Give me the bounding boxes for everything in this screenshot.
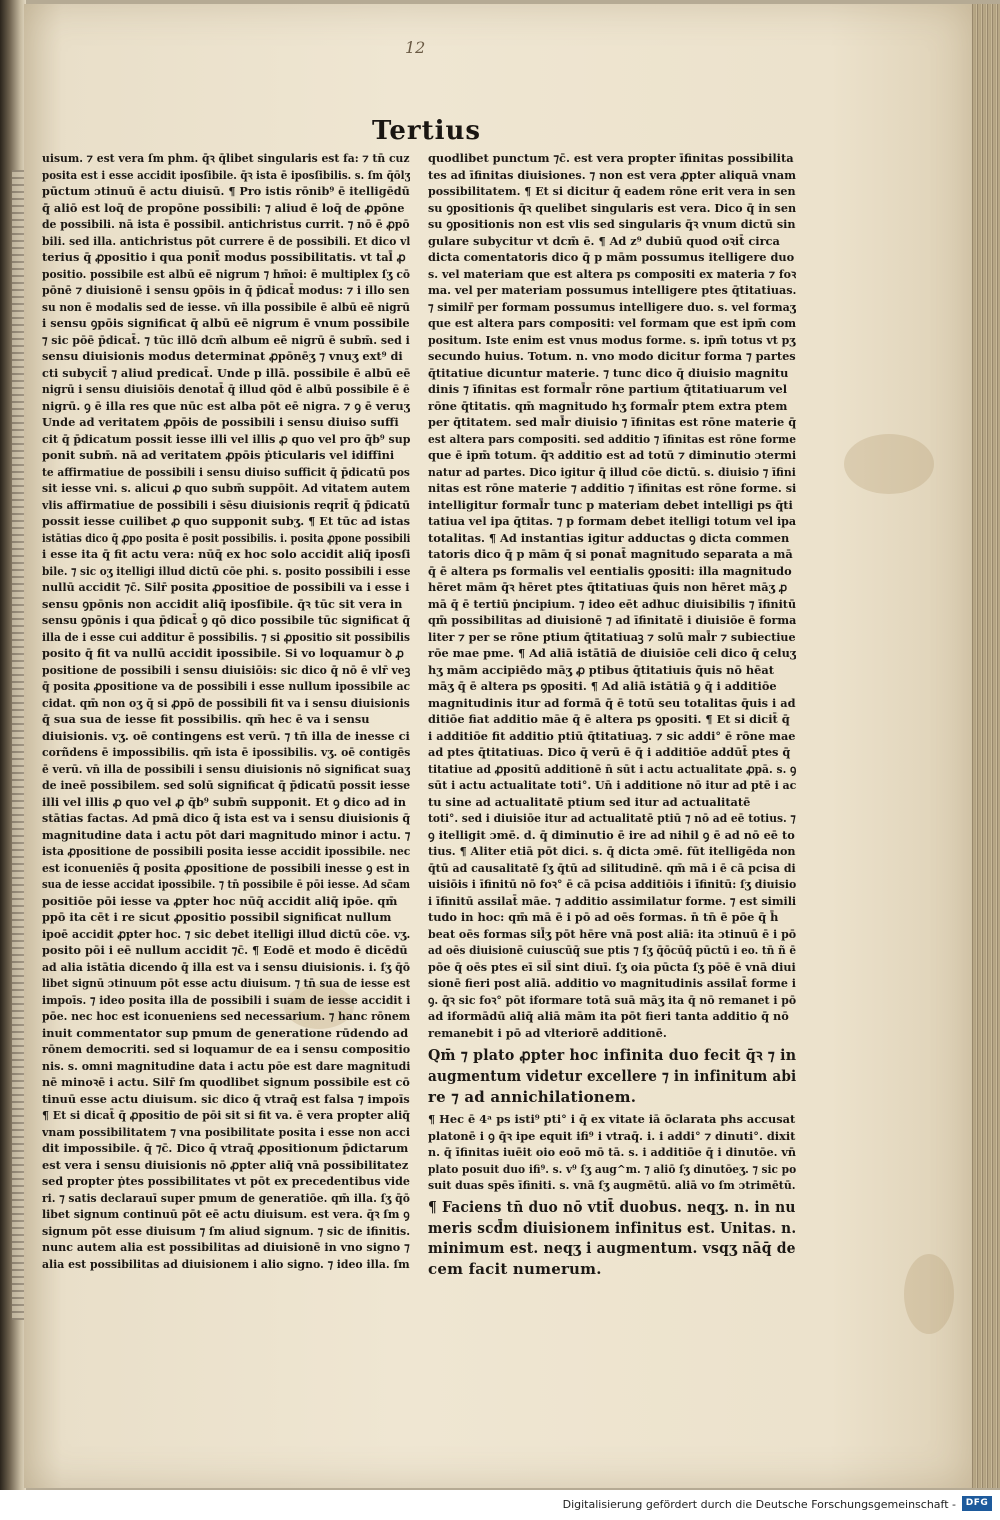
text-line: illi vel illis ꝓ quo vel ꝓ q̄b⁹ subm̄ supponit. Et ꝯ dico ad in [42, 794, 407, 809]
text-line: i īfinitū assilat̄ māe. ⁊ additio assimilatur forme. ⁊ est simili [428, 893, 796, 908]
text-line: ista ꝓpositione de possibili posita iesse accidit ipossibile. nec [42, 844, 410, 858]
text-line: ditiōe fiat additio māe q̄ ē altera ps ꝯpositi. ¶ Et si dicit̄ q̄ [428, 712, 790, 726]
paper-stain [904, 1254, 954, 1334]
paper-stain [844, 434, 934, 494]
dfg-logo: DFG [962, 1496, 992, 1511]
text-line: est altera pars compositi. sed additio ⁊ īfinitas est rōne forme [428, 431, 796, 446]
text-line: suit duas spēs īfiniti. s. vnā ſʒ augmētū. aliā vo ſm ɔtrimētū. [428, 1178, 796, 1193]
text-line: est iconueniēs q̄ posita ꝓpositione de possibili inesse ꝯ est in [42, 860, 410, 875]
text-line: diuisionis. vʒ. oē contingens est verū. ⁊ tn̄ illa de inesse ci [42, 728, 410, 743]
footer-credit: Digitalisierung gefördert durch die Deutsche Forschungsgemeinschaft - [562, 1498, 956, 1511]
text-line: libet signū ɔtinuum pōt esse actu diuisum. ⁊ tn̄ sua de iesse est [42, 976, 410, 990]
text-line: sensu diuisionis modus determinat ꝓpōnēʒ ⁊ vnuʒ ext⁹ di [42, 349, 403, 363]
text-line: ad oēs diuisionē cuiuscūq̄ sue ptis ⁊ ſʒ q̄ōcūq̄ pūctū i eo. tn̄ ñ ē [428, 943, 796, 957]
text-line: ¶ Et si dicat̄ q̄ ꝓpositio de pōi sit si fit va. ē vera propter aliq̄ [42, 1108, 410, 1122]
text-line: istātias dico q̄ ꝓpo posita ē posit possibilis. i. posita ꝓpone possibili [42, 530, 410, 545]
text-line: liter ⁊ per se rōne ptium q̄titatiuaꝫ ⁊ solū mal̄r ⁊ subiectiue [428, 629, 796, 644]
text-line: nigrū i sensu diuisiōis denotat̄ q̄ illud qōd ē albū possibile ē ē [42, 382, 410, 396]
text-line: bili. sed illa. antichristus pōt currere ē de possibili. Et dico vl [42, 233, 410, 248]
folio-mark: 12 [405, 38, 426, 57]
text-line: gulare subycitur vt dcm̄ ē. ¶ Ad z⁹ dubiū quod oꝛit̄ circa [428, 233, 780, 248]
text-line-large: Qm̄ ⁊ plato ꝓpter hoc infinita duo fecit q̄ꝛ ⁊ in [428, 1046, 796, 1064]
text-line: remanebit i pō ad vlteriorē additionē. [428, 1025, 667, 1040]
text-line: quodlibet punctum ⁊c̄. est vera propter īfinitas possibilita [428, 151, 794, 165]
text-line: possit iesse cuilibet ꝓ quo supponit subʒ. ¶ Et tūc ad istas [42, 514, 410, 528]
text-line: pūctum ɔtinuū ē actu diuisū. ¶ Pro istis rōnib⁹ ē itelligēdū [42, 184, 410, 198]
text-line: sed propter ṗtes possibilitates vt pōt ex precedentibus vide [42, 1174, 410, 1188]
text-line-large: minimum est. neqʒ i augmentum. vsqʒ nāq̄ de [428, 1239, 796, 1258]
text-line: tatoris dico q̄ p mām q̄ si ponat̄ magnitudo separata a mā [428, 547, 793, 561]
text-line: pōe. nec hoc est iconueniens sed necessarium. ⁊ hanc rōnem [42, 1009, 410, 1023]
text-line: i additiōe fit additio ptiū q̄titatiuaꝫ. ⁊ sic addi° ē rōne mae [428, 728, 796, 743]
text-line: ⁊ sic pōē p̄dicat̄. ⁊ tūc illō dcm̄ album eē nigrū ē subm̄. sed i [42, 332, 410, 347]
text-line: q̄tū ad causalitatē ſʒ q̄tū ad silitudinē. qm̄ mā i ē cā pcisa di [428, 860, 796, 875]
text-line: nunc autem alia est possibilitas ad diuisionē in vno signo ⁊ [42, 1240, 410, 1254]
text-line: i sensu ꝯpōis significat q̄ albū eē nigrum ē vnum possibile [42, 316, 410, 330]
text-line: positiōe pōi iesse va ꝓpter hoc nūq̄ accidit aliq̄ ipōe. qm̄ [42, 893, 398, 908]
text-line: Unde ad veritatem ꝓpōis de possibili i sensu diuiso suffi [42, 415, 399, 429]
text-line-large: ¶ Faciens tn̄ duo nō vtit̄ duobus. neqʒ. n. in nu [428, 1197, 796, 1216]
text-line: sionē fieri post aliā. additio vo magnitudinis assilat̄ forme i [428, 976, 796, 990]
text-line: q̄ aliō est loq̄ de propōne possibili: ⁊ aliud ē loq̄ de ꝓpōne [42, 200, 405, 215]
running-head: Tertius [372, 116, 482, 146]
text-line: tinuū esse actu diuisum. sic dico q̄ vtraq̄ est falsa ⁊ impoīs [42, 1091, 410, 1106]
text-line: ad iformādū aliq̄ aliā mām ita pōt fieri tanta additio q̄ nō [428, 1009, 789, 1023]
text-line: posita est i esse accidit iposſibile. q̄ꝛ ista ē iposſibilis. s. ſm q̄ōlʒ [42, 167, 410, 182]
text-line: intelligitur formal̄r tunc p materiam debet intelligi ps q̄ti [428, 497, 793, 512]
text-line: toti°. sed i diuisiōe itur ad actualitatē ptiū ⁊ nō ad eē totius. ⁊ [428, 811, 796, 825]
text-line: hēret mām q̄ꝛ hēret ptes q̄titatiuas q̄uis non hēret māʒ ꝓ [428, 580, 788, 594]
text-line: posito pōi i eē nullum accidit ⁊c̄. ¶ Eodē et modo ē dicēdū [42, 943, 408, 957]
text-line: corñdens ē impossibilis. qm̄ ista ē ipossibilis. vʒ. oē contigēs [42, 745, 410, 759]
text-line: q̄ ē altera ps formalis vel eentialis ꝯpositi: illa magnitudo [428, 563, 792, 578]
text-line: ipoē accidit ꝓpter hoc. ⁊ sic debet itelligi illud dictū cōe. vʒ. [42, 926, 410, 941]
text-line: nullū accidit ⁊c̄. Silr̄ posita ꝓpositioe de possibili va i esse i [42, 580, 410, 594]
text-line: natur ad partes. Dico igitur q̄ illud cōe dictū. s. diuisio ⁊ īfini [428, 464, 796, 479]
text-line: ri. ⁊ satis declarauī super pmum de generatiōe. qm̄ illa. ſʒ q̄ō [42, 1190, 410, 1205]
text-line: de possibili. nā ista ē possibil. antichristus currit. ⁊ nō ē ꝓpō [42, 217, 410, 231]
text-line: positione de possibili i sensu diuisiōis: sic dico q̄ nō ē vlr̄ veꝫ [42, 662, 410, 677]
text-line: uisum. ⁊ est vera ſm phm. q̄ꝛ q̄libet singularis est fa: ⁊ tn̄ cuz [42, 151, 410, 165]
text-line: sua de iesse accidat ipossibile. ⁊ tn̄ possibile ē pōi iesse. Ad sc̄am [42, 877, 410, 891]
text-line: alia est possibilitas ad diuisionem i alio signo. ⁊ ideo illa. ſm [42, 1256, 410, 1271]
text-line: su non ē modalis sed de iesse. vn̄ illa possibile ē albū eē nigrū [42, 299, 410, 314]
text-line: pōnē ⁊ diuisionē i sensu ꝯpōis in q̄ p̄dicat̄ modus: ⁊ i illo sen [42, 283, 410, 297]
text-line: nigrū. ꝯ ē illa res que nūc est alba pōt eē nigra. ⁊ ꝯ ē veruʒ [42, 398, 410, 413]
text-line: posito q̄ fit va nullū accidit ipossibile. Si vo loquamur ꝺ ꝓ [42, 646, 404, 660]
text-line: ꝯ. q̄ꝛ sic foꝛ° pōt iformare totā suā māʒ ita q̄ nō remanet i pō [428, 992, 796, 1007]
text-line: positum. Iste enim est vnus modus forme. s. ipm̄ totus vt pʒ [428, 332, 796, 347]
text-line: illa de i esse cui additur ē possibilis. ⁊ si ꝓpositio sit possibilis [42, 629, 410, 644]
text-line: nitas est rōne materie ⁊ additio ⁊ īfinitas est rōne forme. si [428, 481, 796, 495]
text-line: uisiōis i īfinitū nō foꝛ° ē cā pcisa additiōis i īfinitū: ſʒ diuisio [428, 877, 796, 891]
text-line: plato posuit duo ifi⁹. s. v⁹ ſʒ aug^m. ⁊ aliō ſʒ dinutōeʒ. ⁊ sic po [428, 1161, 796, 1176]
text-line: vnam possibilitatem ⁊ vna posibilitate posita i esse non acci [42, 1124, 410, 1139]
text-line: terius q̄ ꝓpositio i qua ponit̄ modus possibilitatis. vt tal̄ ꝓ [42, 250, 406, 264]
text-line: ⁊ similr̄ per formam possumus intelligere duo. s. vel formaʒ [428, 299, 796, 314]
text-line: magnitudinis itur ad formā q̄ ē totū seu totalitas q̄uis i ad [428, 695, 796, 710]
text-line: q̄titatiue dicuntur materie. ⁊ tunc dico q̄ diuisio magnitu [428, 365, 789, 380]
text-line: cidat. qm̄ non oʒ q̄ si ꝓpō de possibili fit va i sensu diuisionis [42, 695, 410, 710]
text-line: cit q̄ p̄dicatum possit iesse illi vel illis ꝓ quo vel pro q̄b⁹ sup [42, 431, 410, 446]
text-line: q̄ posita ꝓpositione va de possibili i esse nullum ipossibile ac [42, 679, 410, 693]
text-line: su ꝯpositionis non est vlis sed singularis q̄ꝛ vnum dictū sin [428, 217, 796, 231]
text-line: nē minoꝛē i actu. Silr̄ ſm quodlibet signum possibile est cō [42, 1075, 410, 1089]
text-line: per q̄titatem. sed mal̄r diuisio ⁊ īfinitas est rōne materie q̄ [428, 415, 796, 429]
footer-bar [0, 1490, 1000, 1520]
text-line: inuit commentator sup pmum de generatione rūdendo ad [42, 1025, 409, 1040]
text-line: sit iesse vni. s. alicui ꝓ quo subm̄ suppōit. Ad vitatem autem [42, 481, 410, 495]
text-line: titatiue ad ꝓpositū additionē n̄ sūt i actu actualitate ꝓpā. s. ꝯ [428, 761, 796, 776]
page-edges-right [972, 4, 1000, 1488]
text-line: totalitas. ¶ Ad instantias igitur adductas ꝯ dicta commen [428, 530, 790, 545]
text-line: ꝯ itelligit ɔmē. d. q̄ diminutio ē ire ad nihil ꝯ ē ad nō eē to [428, 827, 795, 842]
right-text-column [428, 150, 796, 1280]
text-line: dicta comentatoris dico q̄ p mām possumus itelligere duo [428, 250, 795, 264]
text-line: ponit subm̄. nā ad veritatem ꝓpōis ṗticularis vel idiffini [42, 448, 395, 462]
text-line: possibilitatem. ¶ Et si dicitur q̄ eadem rōne erit vera in sen [428, 184, 796, 198]
text-line: tes ad īfinitas diuisiones. ⁊ non est vera ꝓpter aliquā vnam [428, 167, 796, 182]
text-line: impoīs. ⁊ ideo posita illa de possibili i suam de iesse accidit i [42, 992, 410, 1007]
text-line: signum pōt esse diuisum ⁊ ſm aliud signum. ⁊ sic de ifinitis. [42, 1223, 410, 1238]
text-line: su ꝯpositionis q̄ꝛ quelibet singularis est vera. Dico q̄ in sen [428, 200, 796, 215]
text-line: cti subycit̄ ⁊ aliud predicat̄. Unde p illā. possibile ē albū eē [42, 365, 410, 380]
text-line: ad alia istātia dicendo q̄ illa est va i sensu diuisionis. i. ſʒ q̄ō [42, 959, 410, 974]
text-line: secundo huius. Totum. n. vno modo dicitur forma ⁊ partes [428, 349, 796, 363]
text-line: tatiua vel ipa q̄titas. ⁊ p formam debet itelligi totum vel ipa [428, 514, 796, 528]
text-line: que est altera pars compositi: vel formam que est ipm̄ com [428, 316, 796, 330]
text-line: libet signum continuū pōt eē actu diuisum. est vera. q̄ꝛ ſm ꝯ [42, 1207, 410, 1221]
text-line: tius. ¶ Aliter etiā pōt dici. s. q̄ dicta ɔmē. fūt itelligēda non [428, 844, 796, 858]
text-line: māʒ q̄ ē altera ps ꝯpositi. ¶ Ad aliā istātiā ꝯ q̄ i additiōe [428, 679, 777, 693]
text-line: qm̄ possibilitas ad diuisionē ⁊ ad īfinitatē i diuisiōe ē forma [428, 613, 796, 627]
text-line: que ē ipm̄ totum. q̄ꝛ additio est ad totū ⁊ diminutio ɔtermi [428, 448, 796, 462]
text-line: magnitudine data i actu pōt dari magnitudo minor i actu. ⁊ [42, 827, 410, 842]
text-line: ¶ Hec ē 4ᵃ ps isti⁹ pti° i q̄ ex vitate iā ōclarata phs accusat [428, 1112, 796, 1127]
text-line: ē verū. vn̄ illa de possibili i sensu diuisionis nō significat suaʒ [42, 761, 410, 776]
text-line: rōe mae pme. ¶ Ad aliā istātiā de diuisiōe celi dico q̄ celuʒ [428, 646, 796, 660]
text-line: te affirmatiue de possibili i sensu diuiso sufficit q̄ p̄dicatū pos [42, 464, 410, 479]
text-line: q̄ sua sua de iesse fit possibilis. qm̄ hec ē va i sensu [42, 712, 370, 726]
text-line: est vera i sensu diuisionis nō ꝓpter aliq̄ vnā possibilitatez [42, 1157, 409, 1172]
text-line-large: re ⁊ ad annichilationem. [428, 1087, 637, 1106]
text-line: pōe q̄ oēs ptes eī sil̄ sint diuī. ſʒ oia pūcta ſʒ pōē ē vnā diui [428, 959, 796, 974]
text-line: sūt i actu actualitate toti°. Un̄ i additione nō itur ad ptē i ac [428, 778, 796, 792]
text-line: nis. s. omni magnitudine data i actu pōe est dare magnitudi [42, 1058, 410, 1073]
text-line: dinis ⁊ īfinitas est formal̄r rōne partium q̄titatiuarum vel [428, 382, 788, 396]
text-line: stātias factas. Ad pmā dico q̄ ista est va i sensu diuisionis q̄ [42, 811, 410, 825]
text-line: platonē i ꝯ q̄ꝛ ipe equit ifi⁹ i vtraq̄. i. i addi° ⁊ dinuti°. dixit [428, 1128, 796, 1143]
text-line-large: meris scd̄m diuisionem infinitus est. Unitas. n. [428, 1218, 796, 1237]
text-line: dit impossibile. q̄ ⁊c̄. Dico q̄ vtraq̄ ꝓpositionum p̄dictarum [42, 1141, 409, 1155]
text-line: s. vel materiam que est altera ps compositi ex materia ⁊ foꝛ [428, 266, 796, 281]
text-line: ma. vel per materiam possumus intelligere ptes q̄titatiuas. [428, 283, 796, 297]
text-line: de ineē possibilem. sed solū significat q̄ p̄dicatū possit iesse [42, 778, 410, 792]
text-line: mā q̄ ē tertiū ṗncipium. ⁊ ideo eēt adhuc diuisibilis ⁊ īfinitū [428, 596, 796, 611]
text-line: tudo in hoc: qm̄ mā ē i pō ad oēs formas. n̄ tn̄ ē pōe q̄ h̄ [428, 910, 779, 924]
text-line: sensu ꝯpōnis non accidit aliq̄ iposſibile. q̄ꝛ tūc sit vera in [42, 596, 403, 611]
text-line: rōnem democriti. sed si loquamur de ea i sensu compositio [42, 1042, 410, 1056]
text-line: ad ptes q̄titatiuas. Dico q̄ verū ē q̄ i additiōe addūt̄ ptes q̄ [428, 745, 791, 759]
text-line: vlis affirmatiue de possibili i sēsu diuisionis reqrit̄ q̄ p̄dicatū [42, 497, 410, 512]
text-line: n. q̄ īfinitas iuēit oio eoō mō tā. s. i additiōe q̄ i dinutōe. vn̄ [428, 1145, 796, 1160]
text-line: rōne q̄titatis. qm̄ magnitudo hʒ formal̄r ptem extra ptem [428, 398, 788, 413]
left-text-column [42, 150, 410, 1272]
text-line: sensu ꝯpōnis i qua p̄dicat̄ ꝯ qō dico possibile tūc significat q̄ [42, 613, 410, 627]
text-line: tu sine ad actualitatē ptium sed itur ad actualitatē [428, 794, 751, 809]
text-line-large: augmentum videtur excellere ⁊ in infinitum abi [428, 1066, 796, 1085]
text-line-large: cem facit numerum. [428, 1260, 602, 1279]
text-line: i esse ita q̄ fit actu vera: nūq̄ ex hoc solo accidit aliq̄ iposſi [42, 547, 410, 561]
text-line: ppō ita cēt i re sicut ꝓpositio possibil significat nullum [42, 910, 392, 924]
text-line: hʒ mām accipiēdo māʒ ꝓ ptibus q̄titatiuis q̄uis nō hēat [428, 662, 774, 677]
text-line: beat oēs formas sil̄ʒ pōt hēre vnā post aliā: ita ɔtinuū ē i pō [428, 926, 796, 941]
text-line: positio. possibile est albū eē nigrum ⁊ hm̄oi: ē multiplex ſʒ cō [42, 266, 410, 281]
text-line: bile. ⁊ sic oʒ itelligi illud dictū cōe phi. s. posito possibili i esse [42, 563, 410, 578]
